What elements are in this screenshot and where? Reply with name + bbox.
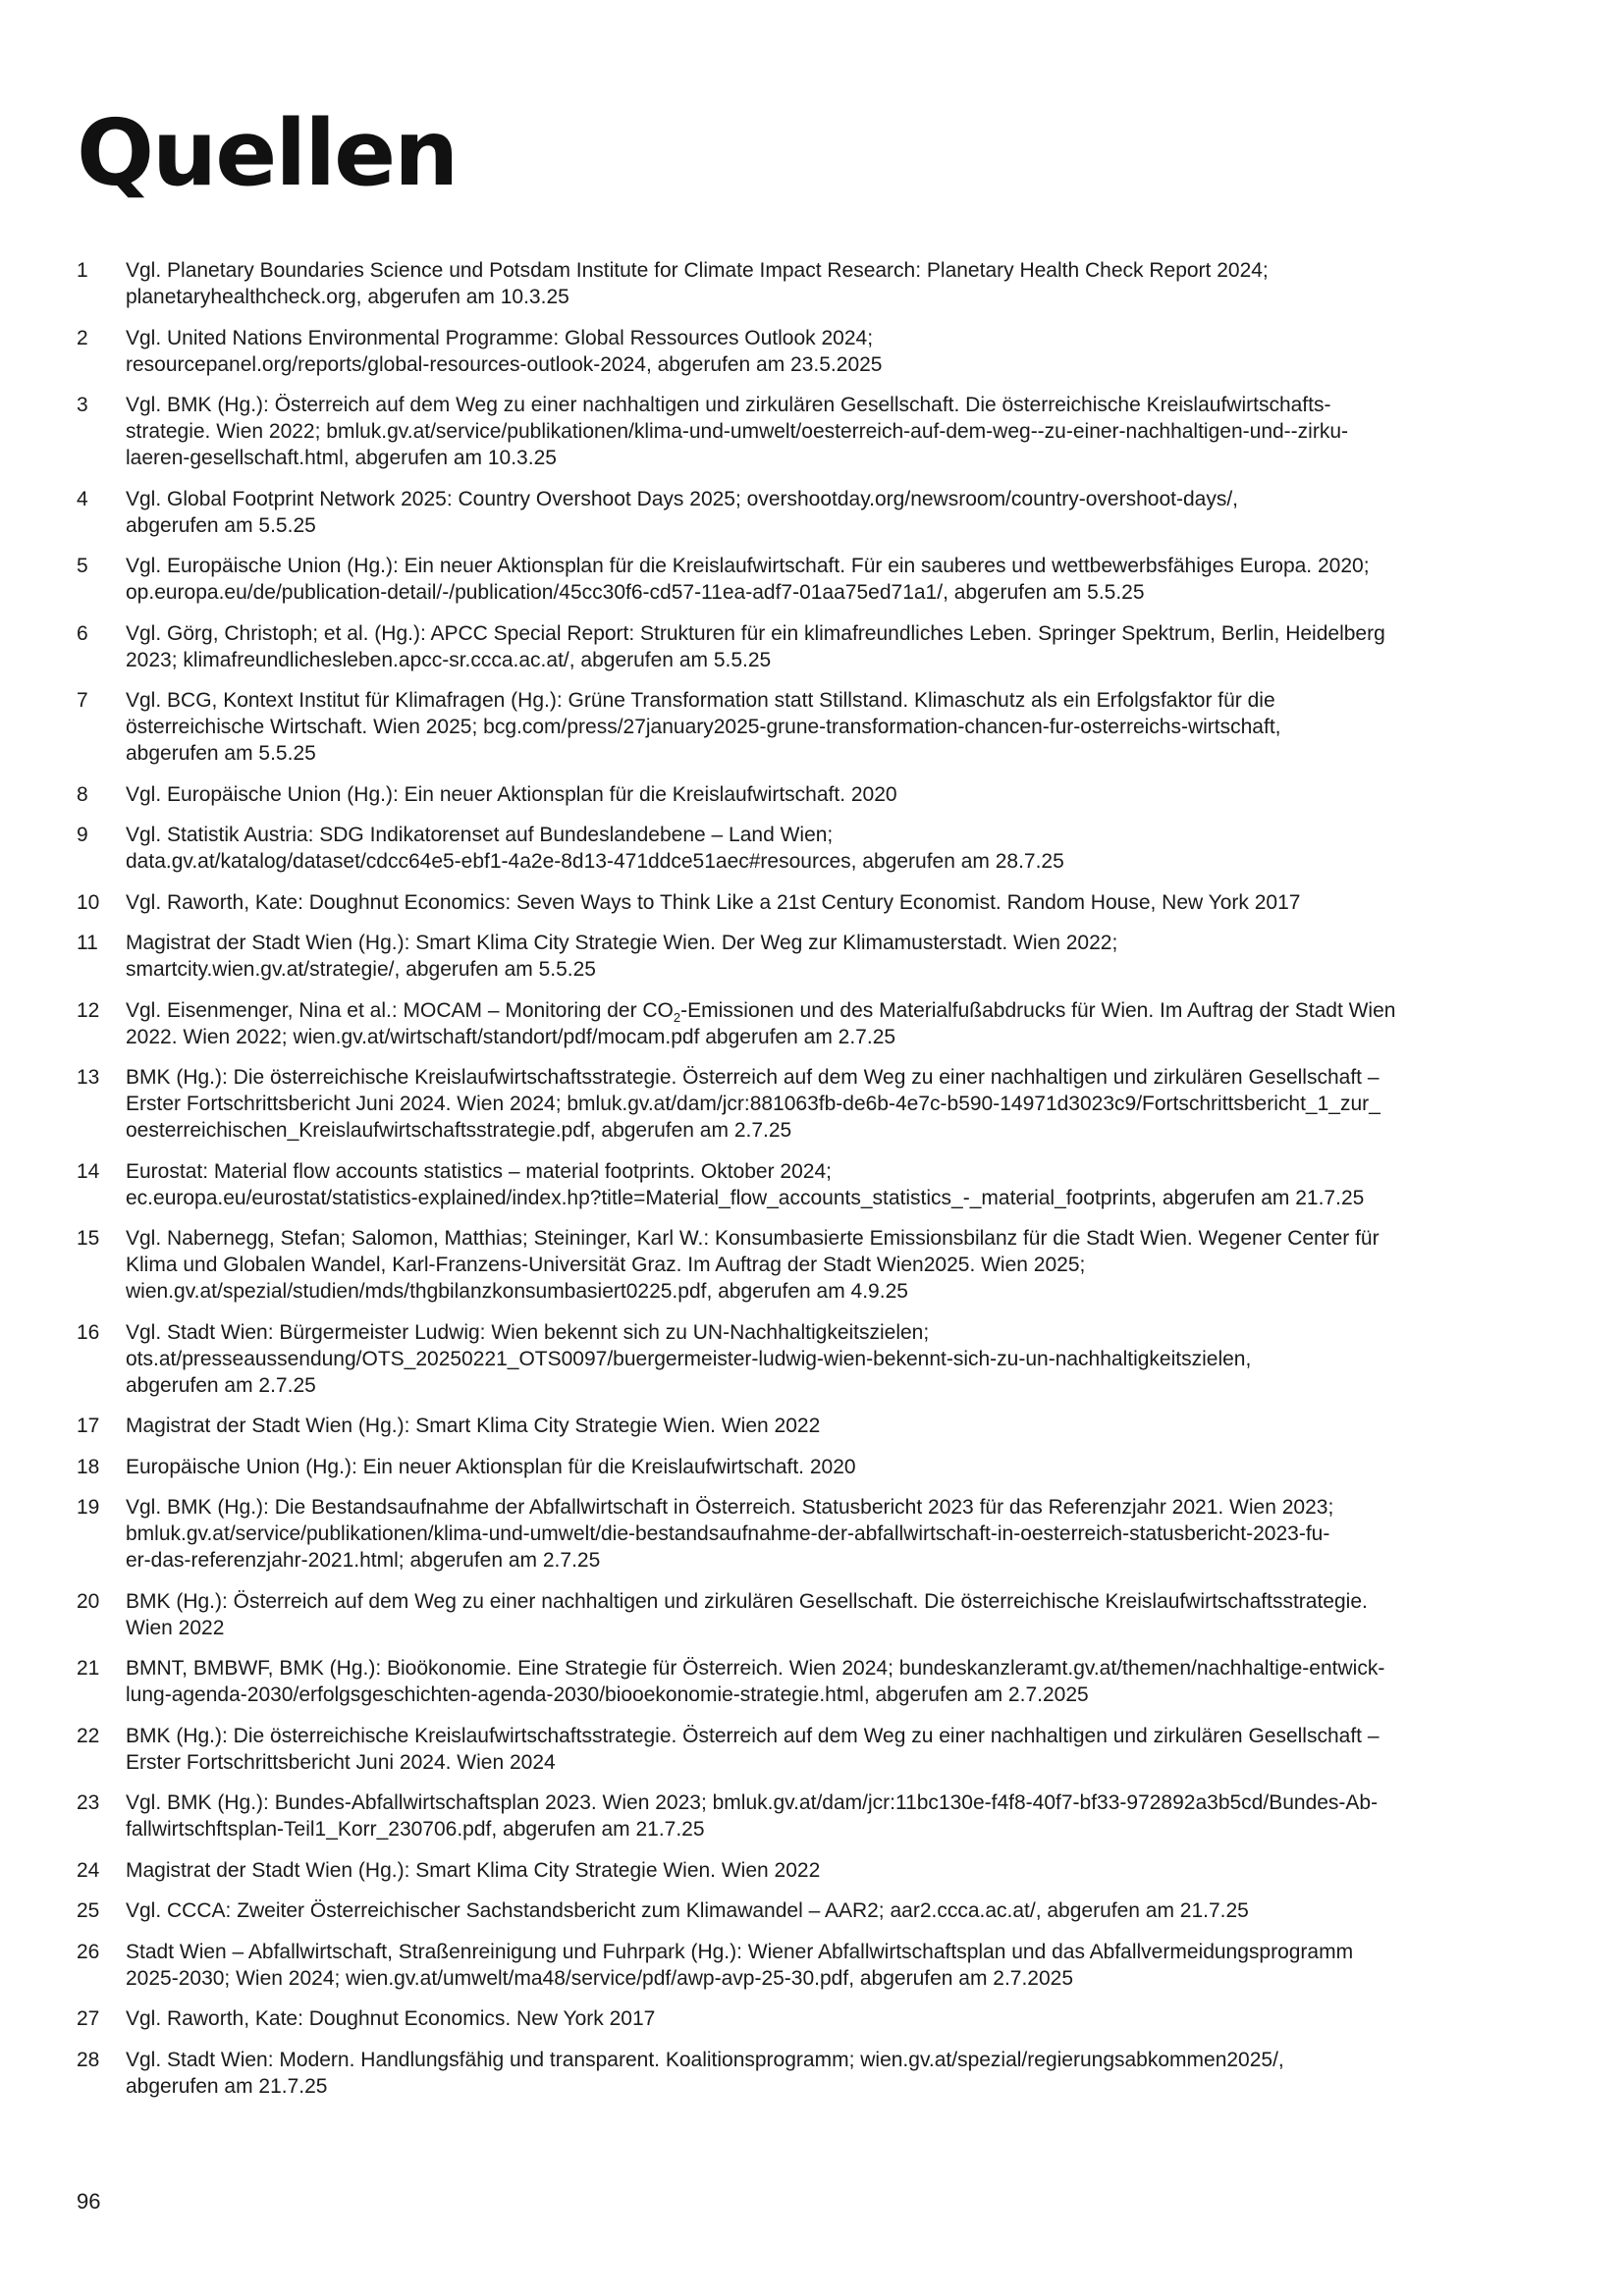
reference-number: 26 [77,1940,100,1963]
reference-number: 24 [77,1858,100,1882]
reference-line: 2025-2030; Wien 2024; wien.gv.at/umwelt/ma48/service/pdf/awp-avp-25-30.pdf, abgerufen am 2.7.2025 [126,1966,1074,1990]
reference-line: BMK (Hg.): Österreich auf dem Weg zu einer nachhaltigen und zirkulären Gesellschaft. Die österreichische Kreislaufwirtschaftsstrategie. [126,1589,1368,1613]
reference-item [77,1064,1569,1144]
reference-number: 19 [77,1496,100,1519]
reference-number: 1 [77,259,88,282]
reference-text [126,1857,1569,1884]
reference-item [77,1723,1569,1776]
reference-line: Vgl. Görg, Christoph; et al. (Hg.): APCC Special Report: Strukturen für ein klimafreundliches Leben. Springer Spektrum, Berlin, Heidelberg [126,621,1385,645]
reference-item [77,486,1569,539]
reference-line: smartcity.wien.gv.at/strategie/, abgerufen am 5.5.25 [126,958,596,981]
reference-number: 20 [77,1589,100,1613]
reference-text [126,2005,1569,2032]
reference-line: Vgl. Stadt Wien: Bürgermeister Ludwig: Wien bekennt sich zu UN-Nachhaltigkeitszielen; [126,1320,930,1344]
reference-text [126,1655,1569,1708]
reference-item [77,1158,1569,1211]
reference-line: Wien 2022 [126,1616,225,1639]
reference-line: data.gv.at/katalog/dataset/cdcc64e5-ebf1-4a2e-8d13-471ddce51aec#resources, abgerufen am 28.7.25 [126,850,1064,873]
reference-line-end: -Emissionen und des Materialfußabdrucks für Wien. Im Auftrag der Stadt Wien [680,998,1396,1022]
reference-item [77,1897,1569,1924]
reference-item [77,1655,1569,1708]
reference-number: 11 [77,932,98,954]
reference-item [77,553,1569,606]
reference-item [77,1413,1569,1439]
reference-text [126,1939,1569,1992]
reference-item [77,1789,1569,1842]
reference-number: 2 [77,326,88,349]
reference-text [126,486,1569,539]
reference-line: strategie. Wien 2022; bmluk.gv.at/service/publikationen/klima-und-umwelt/oesterreich-auf-dem-weg--zu-einer-nachhaltigen-und--zirku- [126,420,1348,443]
reference-number: 3 [77,394,88,416]
reference-line: Vgl. BMK (Hg.): Bundes-Abfallwirtschaftsplan 2023. Wien 2023; bmluk.gv.at/dam/jcr:11bc130e-f4f8-40f7-bf33-972892a3b5cd/Bundes-Ab- [126,1791,1379,1814]
reference-line: Vgl. CCCA: Zweiter Österreichischer Sachstandsbericht zum Klimawandel – AAR2; aar2.ccca.ac.at/, abgerufen am 21.7.25 [126,1899,1249,1922]
reference-item [77,2005,1569,2032]
reference-text [126,930,1569,983]
reference-line: Erster Fortschrittsbericht Juni 2024. Wien 2024; bmluk.gv.at/dam/jcr:881063fb-de6b-4e7c-b590-14971d3023c9/Fortschrittsbericht_1_zur_ [126,1093,1380,1115]
reference-text [126,257,1569,310]
reference-number: 13 [77,1066,100,1089]
reference-text [126,1723,1569,1776]
reference-item [77,781,1569,808]
reference-item [77,1857,1569,1884]
reference-line: Vgl. Stadt Wien: Modern. Handlungsfähig und transparent. Koalitionsprogramm; wien.gv.at/spezial/regierungsabkommen2025/, [126,2048,1284,2071]
reference-line: Stadt Wien – Abfallwirtschaft, Straßenreinigung und Fuhrpark (Hg.): Wiener Abfallwirtschaftsplan und das Abfallvermeidungsprogramm [126,1940,1354,1963]
reference-line: Vgl. Europäische Union (Hg.): Ein neuer Aktionsplan für die Kreislaufwirtschaft. 2020 [126,782,897,806]
reference-item [77,1494,1569,1574]
reference-number: 27 [77,2007,100,2030]
reference-number: 10 [77,890,100,914]
reference-line: Erster Fortschrittsbericht Juni 2024. Wien 2024 [126,1750,556,1774]
reference-item [77,325,1569,378]
reference-number: 9 [77,824,88,846]
reference-line: BMK (Hg.): Die österreichische Kreislaufwirtschaftsstrategie. Österreich auf dem Weg zu einer nachhaltigen und zirkulären Gesellschaft – [126,1066,1380,1089]
reference-line: bmluk.gv.at/service/publikationen/klima-und-umwelt/die-bestandsaufnahme-der-abfallwirtschaft-in-oesterreich-statusbericht-2023-fu- [126,1522,1330,1545]
reference-text [126,781,1569,808]
reference-text [126,687,1569,767]
reference-item [77,1939,1569,1992]
reference-number: 25 [77,1899,100,1922]
reference-line-start: Vgl. Eisenmenger, Nina et al.: MOCAM – Monitoring der CO [126,998,674,1022]
reference-line: Magistrat der Stadt Wien (Hg.): Smart Klima City Strategie Wien. Wien 2022 [126,1858,821,1882]
reference-number: 18 [77,1455,100,1478]
reference-number: 8 [77,782,88,806]
reference-text [126,392,1569,471]
reference-line: abgerufen am 21.7.25 [126,2074,328,2098]
reference-line: Vgl. Raworth, Kate: Doughnut Economics. New York 2017 [126,2007,656,2030]
reference-line: Vgl. Europäische Union (Hg.): Ein neuer Aktionsplan für die Kreislaufwirtschaft. Für ein sauberes und wettbewerbsfähiges Europa. 2020; [126,555,1370,577]
reference-text [126,1494,1569,1574]
reference-item [77,257,1569,310]
reference-line: Magistrat der Stadt Wien (Hg.): Smart Klima City Strategie Wien. Der Weg zur Klimamusterstadt. Wien 2022; [126,932,1118,954]
reference-item [77,822,1569,875]
reference-text [126,1413,1569,1439]
reference-number: 15 [77,1227,100,1250]
reference-line: BMNT, BMBWF, BMK (Hg.): Bioökonomie. Eine Strategie für Österreich. Wien 2024; bundeskanzleramt.gv.at/themen/nachhaltige-entwick- [126,1657,1385,1680]
reference-text [126,553,1569,606]
reference-line: Vgl. Statistik Austria: SDG Indikatorenset auf Bundeslandebene – Land Wien; [126,824,834,846]
reference-item [77,930,1569,983]
reference-item [77,1454,1569,1480]
reference-text [126,325,1569,378]
reference-line: Vgl. Raworth, Kate: Doughnut Economics: Seven Ways to Think Like a 21st Century Economist. Random House, New York 2017 [126,890,1301,914]
reference-text [126,1789,1569,1842]
reference-line: abgerufen am 5.5.25 [126,513,316,537]
reference-line: Magistrat der Stadt Wien (Hg.): Smart Klima City Strategie Wien. Wien 2022 [126,1415,821,1437]
reference-line: 2022. Wien 2022; wien.gv.at/wirtschaft/standort/pdf/mocam.pdf abgerufen am 2.7.25 [126,1025,896,1048]
reference-number: 22 [77,1724,100,1747]
reference-line: 2023; klimafreundlichesleben.apcc-sr.ccca.ac.at/, abgerufen am 5.5.25 [126,648,772,671]
reference-text [126,2047,1569,2100]
reference-text [126,620,1569,673]
reference-line: Klima und Globalen Wandel, Karl-Franzens-Universität Graz. Im Auftrag der Stadt Wien2025. Wien 2025; [126,1254,1086,1276]
reference-line: er-das-referenzjahr-2021.html; abgerufen am 2.7.25 [126,1549,601,1572]
reference-item [77,889,1569,916]
reference-line: op.europa.eu/de/publication-detail/-/publication/45cc30f6-cd57-11ea-adf7-01aa75ed71a1/, abgerufen am 5.5.25 [126,581,1145,604]
reference-line: ots.at/presseaussendung/OTS_20250221_OTS0097/buergermeister-ludwig-wien-bekennt-sich-zu-un-nachhaltigkeitszielen, [126,1347,1252,1370]
reference-text [126,1454,1569,1480]
reference-item [77,1588,1569,1641]
reference-number: 5 [77,555,88,577]
reference-text [126,889,1569,916]
reference-line: abgerufen am 2.7.25 [126,1373,316,1397]
reference-line: Europäische Union (Hg.): Ein neuer Aktionsplan für die Kreislaufwirtschaft. 2020 [126,1455,856,1478]
reference-line: abgerufen am 5.5.25 [126,742,316,765]
reference-number: 17 [77,1415,100,1437]
reference-number: 16 [77,1320,100,1344]
reference-line: Vgl. Planetary Boundaries Science und Potsdam Institute for Climate Impact Research: Planetary Health Check Report 2024; [126,259,1269,282]
reference-line: resourcepanel.org/reports/global-resources-outlook-2024, abgerufen am 23.5.2025 [126,352,883,376]
reference-text [126,1319,1569,1399]
reference-number: 14 [77,1159,100,1183]
reference-item [77,1319,1569,1399]
reference-line [126,998,1396,1025]
reference-number: 6 [77,621,88,645]
page-number: 96 [77,2189,101,2214]
reference-item [77,2047,1569,2100]
reference-line: oesterreichischen_Kreislaufwirtschaftsstrategie.pdf, abgerufen am 2.7.25 [126,1119,792,1142]
page-title: Quellen [77,100,458,206]
reference-number: 12 [77,998,100,1022]
reference-line: Eurostat: Material flow accounts statistics – material footprints. Oktober 2024; [126,1159,832,1183]
reference-text [126,1158,1569,1211]
reference-number: 21 [77,1657,100,1680]
reference-line: Vgl. BMK (Hg.): Österreich auf dem Weg zu einer nachhaltigen und zirkulären Gesellschaft. Die österreichische Kreislaufwirtschafts- [126,394,1331,416]
reference-item [77,1225,1569,1305]
reference-number: 4 [77,487,88,510]
reference-line: Vgl. United Nations Environmental Programme: Global Ressources Outlook 2024; [126,326,874,349]
reference-line: Vgl. Global Footprint Network 2025: Country Overshoot Days 2025; overshootday.org/newsroom/country-overshoot-days/, [126,487,1238,510]
reference-number: 23 [77,1791,100,1814]
reference-text [126,1064,1569,1144]
reference-number: 28 [77,2048,100,2071]
reference-text [126,1588,1569,1641]
subscript: 2 [673,1009,681,1025]
reference-item [77,620,1569,673]
reference-text [126,1225,1569,1305]
reference-item [77,687,1569,767]
reference-item [77,997,1569,1050]
reference-line: österreichische Wirtschaft. Wien 2025; bcg.com/press/27january2025-grune-transformation-chancen-fur-osterreichs-wirtschaft, [126,716,1281,738]
reference-text [126,1897,1569,1924]
reference-text [126,822,1569,875]
reference-number: 7 [77,689,88,712]
reference-line: Vgl. Nabernegg, Stefan; Salomon, Matthias; Steininger, Karl W.: Konsumbasierte Emissionsbilanz für die Stadt Wien. Wegener Center für [126,1227,1380,1250]
reference-item [77,392,1569,471]
reference-line: laeren-gesellschaft.html, abgerufen am 10.3.25 [126,447,557,469]
reference-text [126,997,1569,1050]
reference-line: Vgl. BMK (Hg.): Die Bestandsaufnahme der Abfallwirtschaft in Österreich. Statusbericht 2023 für das Referenzjahr 2021. Wien 2023; [126,1496,1334,1519]
reference-line: fallwirtschftsplan-Teil1_Korr_230706.pdf, abgerufen am 21.7.25 [126,1818,705,1841]
reference-line: Vgl. BCG, Kontext Institut für Klimafragen (Hg.): Grüne Transformation statt Stillstand. Klimaschutz als ein Erfolgsfaktor für die [126,689,1275,712]
reference-line: lung-agenda-2030/erfolgsgeschichten-agenda-2030/biooekonomie-strategie.html, abgerufen am 2.7.2025 [126,1683,1089,1706]
reference-line: wien.gv.at/spezial/studien/mds/thgbilanzkonsumbasiert0225.pdf, abgerufen am 4.9.25 [126,1280,908,1303]
reference-line: planetaryhealthcheck.org, abgerufen am 10.3.25 [126,286,569,308]
reference-list [77,257,1569,2113]
reference-line: BMK (Hg.): Die österreichische Kreislaufwirtschaftsstrategie. Österreich auf dem Weg zu einer nachhaltigen und zirkulären Gesellschaft – [126,1724,1380,1747]
reference-line: ec.europa.eu/eurostat/statistics-explained/index.hp?title=Material_flow_accounts_statistics_-_material_footprints, abgerufen am 21.7.25 [126,1186,1365,1209]
